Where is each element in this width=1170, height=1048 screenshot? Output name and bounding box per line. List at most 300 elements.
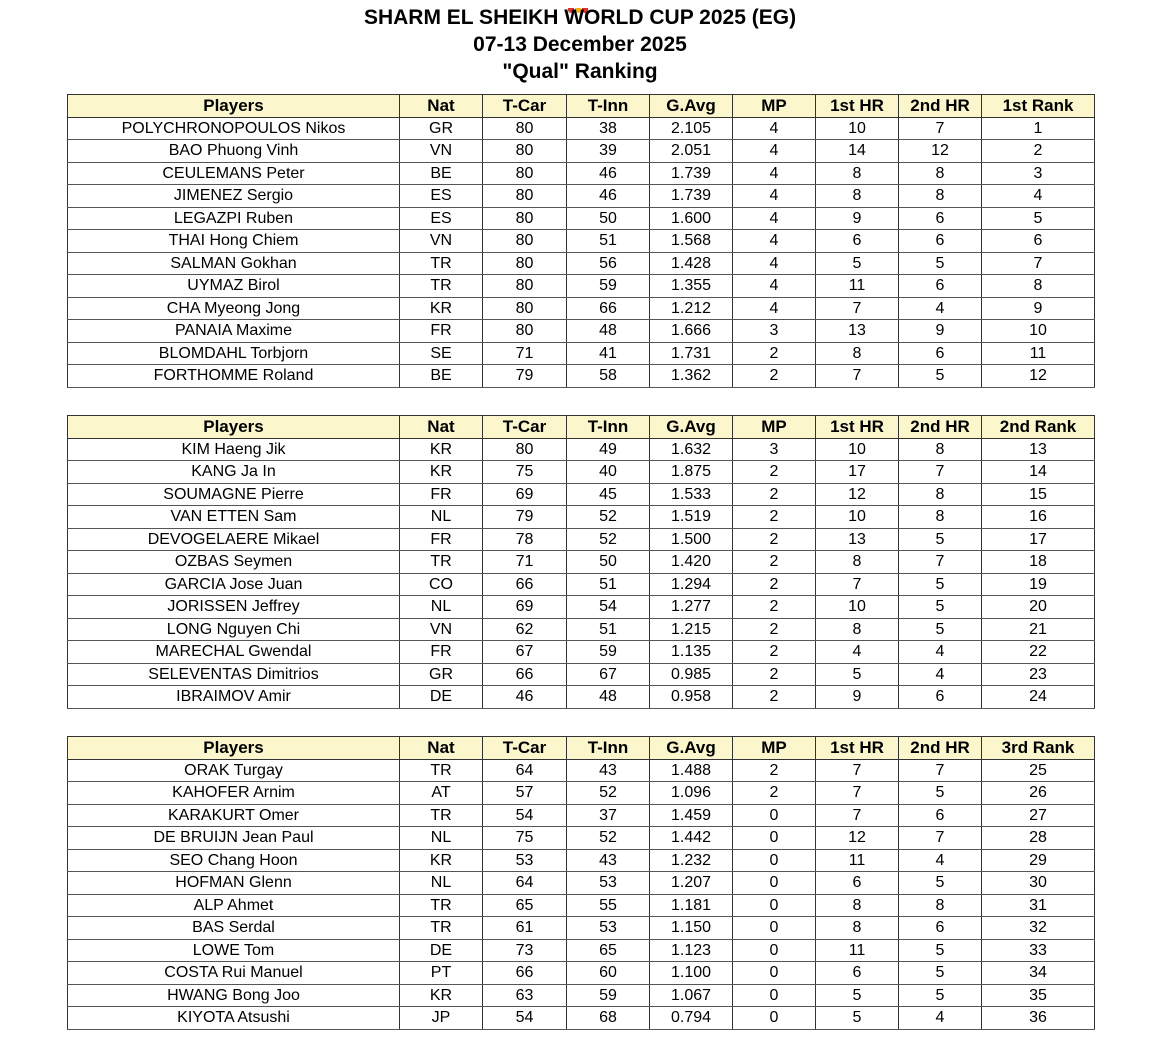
rank-cell: 17 bbox=[982, 528, 1095, 551]
column-header-general-average: G.Avg bbox=[650, 737, 733, 760]
total-innings-cell: 49 bbox=[567, 438, 650, 461]
nationality-cell: KR bbox=[400, 461, 483, 484]
total-innings-cell: 48 bbox=[567, 686, 650, 709]
total-innings-cell: 46 bbox=[567, 162, 650, 185]
general-average-cell: 1.067 bbox=[650, 984, 733, 1007]
second-high-run-cell: 6 bbox=[899, 917, 982, 940]
total-innings-cell: 46 bbox=[567, 185, 650, 208]
general-average-cell: 1.123 bbox=[650, 939, 733, 962]
general-average-cell: 1.500 bbox=[650, 528, 733, 551]
rank-cell: 9 bbox=[982, 297, 1095, 320]
match-points-cell: 2 bbox=[733, 641, 816, 664]
total-caroms-cell: 80 bbox=[483, 162, 567, 185]
player-name-cell: IBRAIMOV Amir bbox=[68, 686, 400, 709]
first-high-run-cell: 9 bbox=[816, 686, 899, 709]
column-header-first-high-run: 1st HR bbox=[816, 737, 899, 760]
table-row bbox=[68, 117, 1095, 140]
second-high-run-cell: 6 bbox=[899, 275, 982, 298]
nationality-cell: DE bbox=[400, 686, 483, 709]
general-average-cell: 1.459 bbox=[650, 804, 733, 827]
player-name-cell: SEO Chang Hoon bbox=[68, 849, 400, 872]
table-row bbox=[68, 207, 1095, 230]
total-caroms-cell: 80 bbox=[483, 185, 567, 208]
total-innings-cell: 43 bbox=[567, 759, 650, 782]
table-row bbox=[68, 894, 1095, 917]
match-points-cell: 4 bbox=[733, 252, 816, 275]
first-high-run-cell: 7 bbox=[816, 365, 899, 388]
table-row bbox=[68, 573, 1095, 596]
rank-cell: 13 bbox=[982, 438, 1095, 461]
nationality-cell: FR bbox=[400, 641, 483, 664]
match-points-cell: 2 bbox=[733, 483, 816, 506]
table-row bbox=[68, 663, 1095, 686]
player-name-cell: MARECHAL Gwendal bbox=[68, 641, 400, 664]
total-innings-cell: 53 bbox=[567, 872, 650, 895]
general-average-cell: 1.632 bbox=[650, 438, 733, 461]
general-average-cell: 2.105 bbox=[650, 117, 733, 140]
rank-cell: 1 bbox=[982, 117, 1095, 140]
player-name-cell: KIM Haeng Jik bbox=[68, 438, 400, 461]
match-points-cell: 3 bbox=[733, 438, 816, 461]
player-name-cell: SOUMAGNE Pierre bbox=[68, 483, 400, 506]
general-average-cell: 0.985 bbox=[650, 663, 733, 686]
first-high-run-cell: 10 bbox=[816, 117, 899, 140]
second-high-run-cell: 6 bbox=[899, 342, 982, 365]
column-header-total-innings: T-Inn bbox=[567, 95, 650, 118]
second-high-run-cell: 6 bbox=[899, 207, 982, 230]
table-row bbox=[68, 506, 1095, 529]
match-points-cell: 0 bbox=[733, 984, 816, 1007]
total-caroms-cell: 80 bbox=[483, 207, 567, 230]
second-high-run-cell: 5 bbox=[899, 596, 982, 619]
total-caroms-cell: 80 bbox=[483, 320, 567, 343]
match-points-cell: 4 bbox=[733, 162, 816, 185]
general-average-cell: 1.533 bbox=[650, 483, 733, 506]
total-caroms-cell: 80 bbox=[483, 275, 567, 298]
document-header bbox=[0, 4, 1160, 85]
player-name-cell: THAI Hong Chiem bbox=[68, 230, 400, 253]
match-points-cell: 4 bbox=[733, 185, 816, 208]
table-row bbox=[68, 252, 1095, 275]
total-caroms-cell: 79 bbox=[483, 365, 567, 388]
column-header-general-average: G.Avg bbox=[650, 95, 733, 118]
match-points-cell: 2 bbox=[733, 759, 816, 782]
general-average-cell: 0.794 bbox=[650, 1007, 733, 1030]
nationality-cell: TR bbox=[400, 275, 483, 298]
second-high-run-cell: 8 bbox=[899, 894, 982, 917]
column-header-second-high-run: 2nd HR bbox=[899, 95, 982, 118]
match-points-cell: 0 bbox=[733, 962, 816, 985]
first-high-run-cell: 11 bbox=[816, 849, 899, 872]
column-header-general-average: G.Avg bbox=[650, 416, 733, 439]
first-high-run-cell: 6 bbox=[816, 230, 899, 253]
general-average-cell: 1.739 bbox=[650, 162, 733, 185]
rank-cell: 19 bbox=[982, 573, 1095, 596]
ranking-table-2 bbox=[67, 415, 1095, 709]
rank-cell: 29 bbox=[982, 849, 1095, 872]
column-header-second-high-run: 2nd HR bbox=[899, 416, 982, 439]
player-name-cell: LONG Nguyen Chi bbox=[68, 618, 400, 641]
first-high-run-cell: 11 bbox=[816, 275, 899, 298]
nationality-cell: JP bbox=[400, 1007, 483, 1030]
second-high-run-cell: 5 bbox=[899, 573, 982, 596]
total-innings-cell: 37 bbox=[567, 804, 650, 827]
nationality-cell: CO bbox=[400, 573, 483, 596]
second-high-run-cell: 4 bbox=[899, 849, 982, 872]
column-header-rank: 1st Rank bbox=[982, 95, 1095, 118]
total-caroms-cell: 80 bbox=[483, 230, 567, 253]
total-caroms-cell: 80 bbox=[483, 297, 567, 320]
rank-cell: 15 bbox=[982, 483, 1095, 506]
rank-cell: 7 bbox=[982, 252, 1095, 275]
first-high-run-cell: 5 bbox=[816, 663, 899, 686]
total-innings-cell: 59 bbox=[567, 984, 650, 1007]
event-dates: 07-13 December 2025 bbox=[473, 33, 687, 56]
total-innings-cell: 59 bbox=[567, 275, 650, 298]
first-high-run-cell: 8 bbox=[816, 342, 899, 365]
table-row bbox=[68, 185, 1095, 208]
total-caroms-cell: 78 bbox=[483, 528, 567, 551]
column-header-total-caroms: T-Car bbox=[483, 737, 567, 760]
total-caroms-cell: 54 bbox=[483, 1007, 567, 1030]
first-high-run-cell: 11 bbox=[816, 939, 899, 962]
nationality-cell: NL bbox=[400, 827, 483, 850]
rank-cell: 30 bbox=[982, 872, 1095, 895]
nationality-cell: ES bbox=[400, 207, 483, 230]
second-high-run-cell: 5 bbox=[899, 528, 982, 551]
total-innings-cell: 40 bbox=[567, 461, 650, 484]
first-high-run-cell: 10 bbox=[816, 438, 899, 461]
column-header-total-innings: T-Inn bbox=[567, 737, 650, 760]
match-points-cell: 2 bbox=[733, 782, 816, 805]
rank-cell: 28 bbox=[982, 827, 1095, 850]
total-caroms-cell: 61 bbox=[483, 917, 567, 940]
nationality-cell: NL bbox=[400, 506, 483, 529]
nationality-cell: BE bbox=[400, 365, 483, 388]
second-high-run-cell: 5 bbox=[899, 984, 982, 1007]
match-points-cell: 2 bbox=[733, 551, 816, 574]
player-name-cell: ALP Ahmet bbox=[68, 894, 400, 917]
second-high-run-cell: 7 bbox=[899, 461, 982, 484]
match-points-cell: 2 bbox=[733, 528, 816, 551]
table-row bbox=[68, 872, 1095, 895]
total-innings-cell: 52 bbox=[567, 528, 650, 551]
match-points-cell: 4 bbox=[733, 207, 816, 230]
player-name-cell: KAHOFER Arnim bbox=[68, 782, 400, 805]
match-points-cell: 4 bbox=[733, 230, 816, 253]
match-points-cell: 0 bbox=[733, 872, 816, 895]
player-name-cell: DE BRUIJN Jean Paul bbox=[68, 827, 400, 850]
table-header-row bbox=[68, 416, 1095, 439]
first-high-run-cell: 8 bbox=[816, 185, 899, 208]
rank-cell: 16 bbox=[982, 506, 1095, 529]
total-caroms-cell: 80 bbox=[483, 117, 567, 140]
general-average-cell: 1.135 bbox=[650, 641, 733, 664]
player-name-cell: BLOMDAHL Torbjorn bbox=[68, 342, 400, 365]
total-caroms-cell: 66 bbox=[483, 573, 567, 596]
general-average-cell: 1.519 bbox=[650, 506, 733, 529]
player-name-cell: JIMENEZ Sergio bbox=[68, 185, 400, 208]
column-header-total-innings: T-Inn bbox=[567, 416, 650, 439]
total-innings-cell: 67 bbox=[567, 663, 650, 686]
match-points-cell: 0 bbox=[733, 827, 816, 850]
first-high-run-cell: 5 bbox=[816, 984, 899, 1007]
general-average-cell: 1.232 bbox=[650, 849, 733, 872]
general-average-cell: 1.362 bbox=[650, 365, 733, 388]
table-row bbox=[68, 596, 1095, 619]
column-header-first-high-run: 1st HR bbox=[816, 416, 899, 439]
table-row bbox=[68, 275, 1095, 298]
nationality-cell: KR bbox=[400, 849, 483, 872]
nationality-cell: TR bbox=[400, 894, 483, 917]
table-row bbox=[68, 1007, 1095, 1030]
nationality-cell: PT bbox=[400, 962, 483, 985]
general-average-cell: 0.958 bbox=[650, 686, 733, 709]
rank-cell: 23 bbox=[982, 663, 1095, 686]
first-high-run-cell: 6 bbox=[816, 872, 899, 895]
player-name-cell: SALMAN Gokhan bbox=[68, 252, 400, 275]
general-average-cell: 1.215 bbox=[650, 618, 733, 641]
nationality-cell: GR bbox=[400, 663, 483, 686]
match-points-cell: 3 bbox=[733, 320, 816, 343]
column-header-first-high-run: 1st HR bbox=[816, 95, 899, 118]
player-name-cell: BAO Phuong Vinh bbox=[68, 140, 400, 163]
nationality-cell: TR bbox=[400, 551, 483, 574]
general-average-cell: 1.150 bbox=[650, 917, 733, 940]
rank-cell: 5 bbox=[982, 207, 1095, 230]
total-innings-cell: 53 bbox=[567, 917, 650, 940]
total-innings-cell: 38 bbox=[567, 117, 650, 140]
nationality-cell: VN bbox=[400, 140, 483, 163]
column-header-match-points: MP bbox=[733, 416, 816, 439]
table-row bbox=[68, 849, 1095, 872]
general-average-cell: 1.207 bbox=[650, 872, 733, 895]
player-name-cell: LEGAZPI Ruben bbox=[68, 207, 400, 230]
table-row bbox=[68, 365, 1095, 388]
total-innings-cell: 58 bbox=[567, 365, 650, 388]
nationality-cell: ES bbox=[400, 185, 483, 208]
column-header-second-high-run: 2nd HR bbox=[899, 737, 982, 760]
rank-cell: 31 bbox=[982, 894, 1095, 917]
first-high-run-cell: 7 bbox=[816, 297, 899, 320]
general-average-cell: 1.666 bbox=[650, 320, 733, 343]
first-high-run-cell: 7 bbox=[816, 782, 899, 805]
rank-cell: 33 bbox=[982, 939, 1095, 962]
total-caroms-cell: 69 bbox=[483, 483, 567, 506]
general-average-cell: 1.100 bbox=[650, 962, 733, 985]
rank-cell: 4 bbox=[982, 185, 1095, 208]
rank-cell: 34 bbox=[982, 962, 1095, 985]
general-average-cell: 1.739 bbox=[650, 185, 733, 208]
table-row bbox=[68, 551, 1095, 574]
nationality-cell: FR bbox=[400, 483, 483, 506]
table-row bbox=[68, 917, 1095, 940]
column-header-nationality: Nat bbox=[400, 416, 483, 439]
first-high-run-cell: 5 bbox=[816, 252, 899, 275]
total-innings-cell: 45 bbox=[567, 483, 650, 506]
rank-cell: 24 bbox=[982, 686, 1095, 709]
player-name-cell: LOWE Tom bbox=[68, 939, 400, 962]
table-row bbox=[68, 320, 1095, 343]
second-high-run-cell: 8 bbox=[899, 185, 982, 208]
first-high-run-cell: 17 bbox=[816, 461, 899, 484]
match-points-cell: 0 bbox=[733, 894, 816, 917]
nationality-cell: TR bbox=[400, 917, 483, 940]
second-high-run-cell: 8 bbox=[899, 483, 982, 506]
table-row bbox=[68, 686, 1095, 709]
table-row bbox=[68, 528, 1095, 551]
first-high-run-cell: 13 bbox=[816, 528, 899, 551]
general-average-cell: 2.051 bbox=[650, 140, 733, 163]
general-average-cell: 1.181 bbox=[650, 894, 733, 917]
total-caroms-cell: 64 bbox=[483, 759, 567, 782]
general-average-cell: 1.355 bbox=[650, 275, 733, 298]
player-name-cell: SELEVENTAS Dimitrios bbox=[68, 663, 400, 686]
nationality-cell: TR bbox=[400, 252, 483, 275]
general-average-cell: 1.488 bbox=[650, 759, 733, 782]
total-innings-cell: 55 bbox=[567, 894, 650, 917]
general-average-cell: 1.875 bbox=[650, 461, 733, 484]
match-points-cell: 2 bbox=[733, 663, 816, 686]
match-points-cell: 0 bbox=[733, 939, 816, 962]
rank-cell: 11 bbox=[982, 342, 1095, 365]
first-high-run-cell: 8 bbox=[816, 618, 899, 641]
match-points-cell: 4 bbox=[733, 117, 816, 140]
rank-cell: 18 bbox=[982, 551, 1095, 574]
nationality-cell: BE bbox=[400, 162, 483, 185]
total-caroms-cell: 79 bbox=[483, 506, 567, 529]
general-average-cell: 1.442 bbox=[650, 827, 733, 850]
total-caroms-cell: 66 bbox=[483, 962, 567, 985]
total-caroms-cell: 62 bbox=[483, 618, 567, 641]
second-high-run-cell: 5 bbox=[899, 618, 982, 641]
rank-cell: 26 bbox=[982, 782, 1095, 805]
general-average-cell: 1.731 bbox=[650, 342, 733, 365]
table-row bbox=[68, 641, 1095, 664]
total-innings-cell: 68 bbox=[567, 1007, 650, 1030]
total-caroms-cell: 53 bbox=[483, 849, 567, 872]
rank-cell: 25 bbox=[982, 759, 1095, 782]
rank-cell: 36 bbox=[982, 1007, 1095, 1030]
column-header-total-caroms: T-Car bbox=[483, 95, 567, 118]
first-high-run-cell: 7 bbox=[816, 804, 899, 827]
total-innings-cell: 56 bbox=[567, 252, 650, 275]
second-high-run-cell: 8 bbox=[899, 506, 982, 529]
first-high-run-cell: 8 bbox=[816, 551, 899, 574]
table-row bbox=[68, 461, 1095, 484]
rank-cell: 14 bbox=[982, 461, 1095, 484]
general-average-cell: 1.277 bbox=[650, 596, 733, 619]
total-caroms-cell: 66 bbox=[483, 663, 567, 686]
general-average-cell: 1.212 bbox=[650, 297, 733, 320]
second-high-run-cell: 5 bbox=[899, 962, 982, 985]
total-innings-cell: 50 bbox=[567, 207, 650, 230]
total-caroms-cell: 67 bbox=[483, 641, 567, 664]
rank-cell: 10 bbox=[982, 320, 1095, 343]
player-name-cell: UYMAZ Birol bbox=[68, 275, 400, 298]
column-header-nationality: Nat bbox=[400, 95, 483, 118]
table-row bbox=[68, 162, 1095, 185]
second-high-run-cell: 4 bbox=[899, 1007, 982, 1030]
total-caroms-cell: 71 bbox=[483, 342, 567, 365]
match-points-cell: 2 bbox=[733, 573, 816, 596]
total-caroms-cell: 46 bbox=[483, 686, 567, 709]
table-header-row bbox=[68, 737, 1095, 760]
event-title: SHARM EL SHEIKH WORLD CUP 2025 (EG) bbox=[363, 6, 797, 29]
total-innings-cell: 65 bbox=[567, 939, 650, 962]
player-name-cell: OZBAS Seymen bbox=[68, 551, 400, 574]
nationality-cell: FR bbox=[400, 528, 483, 551]
second-high-run-cell: 5 bbox=[899, 939, 982, 962]
nationality-cell: GR bbox=[400, 117, 483, 140]
nationality-cell: VN bbox=[400, 230, 483, 253]
first-high-run-cell: 4 bbox=[816, 641, 899, 664]
match-points-cell: 0 bbox=[733, 917, 816, 940]
match-points-cell: 2 bbox=[733, 506, 816, 529]
player-name-cell: KIYOTA Atsushi bbox=[68, 1007, 400, 1030]
player-name-cell: FORTHOMME Roland bbox=[68, 365, 400, 388]
column-header-player-name: Players bbox=[68, 95, 400, 118]
second-high-run-cell: 12 bbox=[899, 140, 982, 163]
nationality-cell: TR bbox=[400, 804, 483, 827]
second-high-run-cell: 9 bbox=[899, 320, 982, 343]
total-innings-cell: 51 bbox=[567, 618, 650, 641]
table-row bbox=[68, 939, 1095, 962]
rank-cell: 22 bbox=[982, 641, 1095, 664]
total-innings-cell: 52 bbox=[567, 782, 650, 805]
table-row bbox=[68, 782, 1095, 805]
rank-cell: 12 bbox=[982, 365, 1095, 388]
rank-cell: 6 bbox=[982, 230, 1095, 253]
match-points-cell: 4 bbox=[733, 140, 816, 163]
total-innings-cell: 51 bbox=[567, 573, 650, 596]
total-caroms-cell: 54 bbox=[483, 804, 567, 827]
player-name-cell: VAN ETTEN Sam bbox=[68, 506, 400, 529]
table-row bbox=[68, 483, 1095, 506]
second-high-run-cell: 6 bbox=[899, 230, 982, 253]
second-high-run-cell: 5 bbox=[899, 252, 982, 275]
nationality-cell: TR bbox=[400, 759, 483, 782]
total-caroms-cell: 64 bbox=[483, 872, 567, 895]
total-innings-cell: 51 bbox=[567, 230, 650, 253]
match-points-cell: 4 bbox=[733, 297, 816, 320]
total-innings-cell: 48 bbox=[567, 320, 650, 343]
match-points-cell: 4 bbox=[733, 275, 816, 298]
total-caroms-cell: 71 bbox=[483, 551, 567, 574]
match-points-cell: 2 bbox=[733, 596, 816, 619]
player-name-cell: PANAIA Maxime bbox=[68, 320, 400, 343]
first-high-run-cell: 8 bbox=[816, 162, 899, 185]
total-caroms-cell: 75 bbox=[483, 461, 567, 484]
first-high-run-cell: 7 bbox=[816, 573, 899, 596]
table-row bbox=[68, 984, 1095, 1007]
table-row bbox=[68, 827, 1095, 850]
total-innings-cell: 66 bbox=[567, 297, 650, 320]
first-high-run-cell: 8 bbox=[816, 917, 899, 940]
second-high-run-cell: 4 bbox=[899, 297, 982, 320]
total-innings-cell: 52 bbox=[567, 827, 650, 850]
first-high-run-cell: 6 bbox=[816, 962, 899, 985]
second-high-run-cell: 5 bbox=[899, 782, 982, 805]
table-header-row bbox=[68, 95, 1095, 118]
rank-cell: 20 bbox=[982, 596, 1095, 619]
column-header-player-name: Players bbox=[68, 416, 400, 439]
rank-cell: 35 bbox=[982, 984, 1095, 1007]
ranking-table-3 bbox=[67, 736, 1095, 1030]
second-high-run-cell: 5 bbox=[899, 872, 982, 895]
total-caroms-cell: 57 bbox=[483, 782, 567, 805]
column-header-rank: 3rd Rank bbox=[982, 737, 1095, 760]
